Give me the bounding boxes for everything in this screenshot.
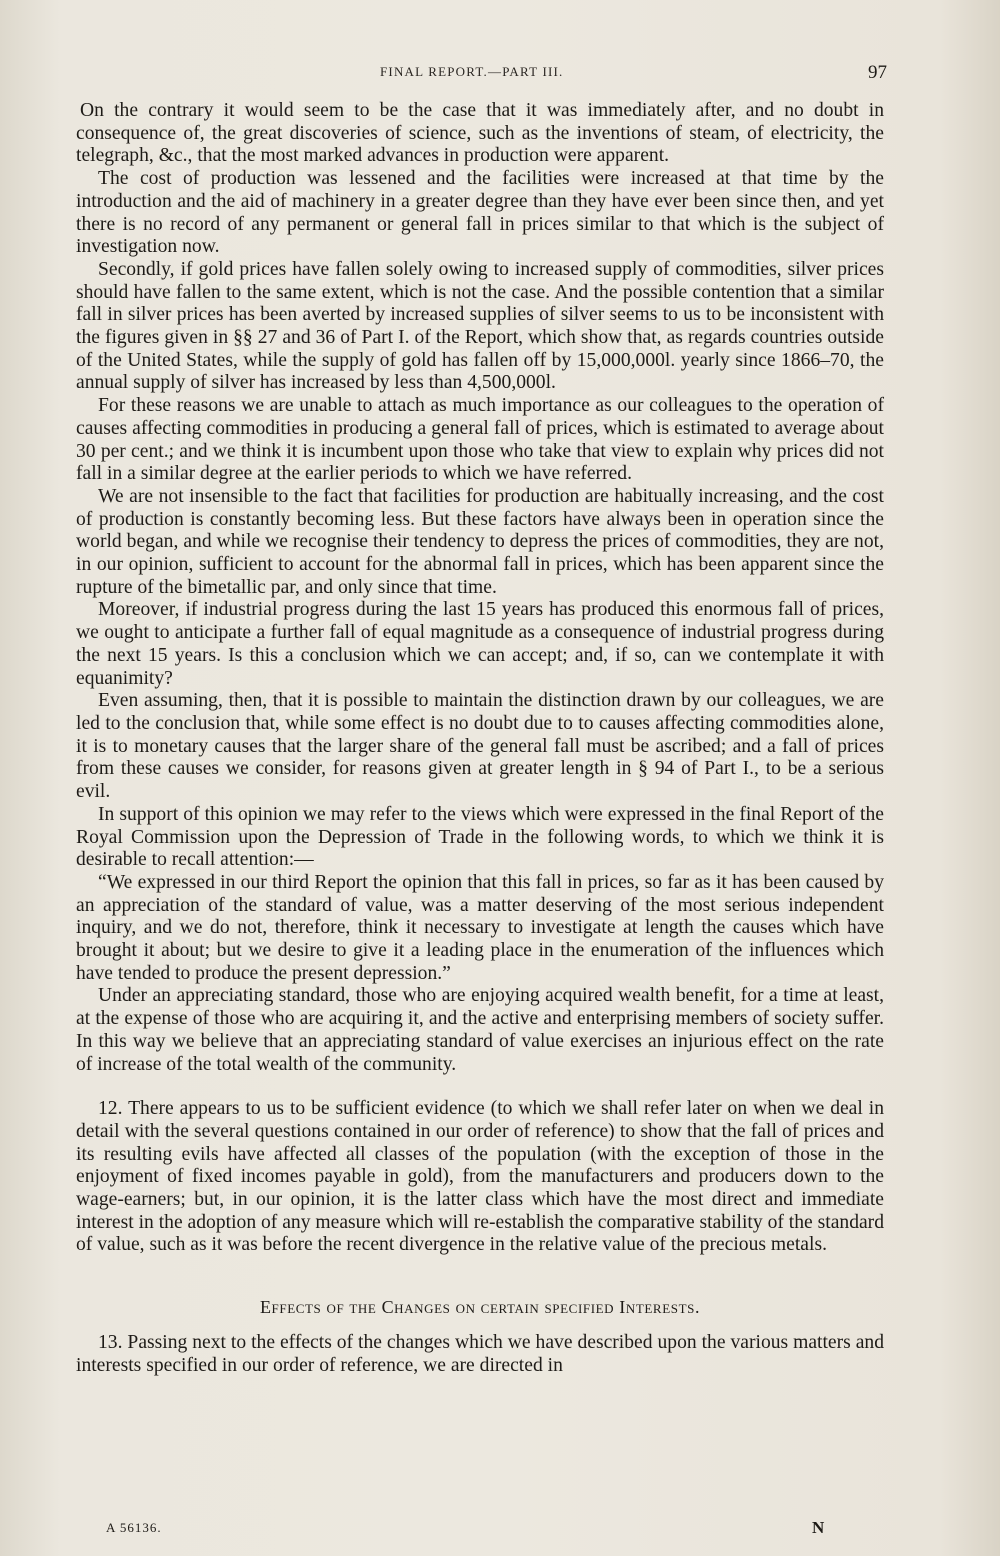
paragraph: On the contrary it would seem to be the case that it was immediately after, and no doubt in consequence of, the great discoveries of science, such as the inventions of steam, of electricity, the telegraph, &c., that the most marked advances in production were apparent. xyxy=(76,100,884,167)
paragraph: Even assuming, then, that it is possible to maintain the distinction drawn by our colleagues, we are led to the conclusion that, while some effect is no doubt due to to causes affecting commodities alone, it is to monetary causes that the larger share of the general fall must be ascribed; and a fall of prices from these causes we consider, for reasons given at greater length in § 94 of Part I., to be a serious evil. xyxy=(76,690,884,803)
signature-letter: N xyxy=(812,1518,825,1537)
paragraph: We are not insensible to the fact that facilities for production are habitually increasing, and the cost of production is constantly becoming less. But these factors have always been in operation since the world began, and while we recognise their tendency to depress the prices of commodities, they are not, in our opinion, sufficient to account for the abnormal fall in prices, which has been apparent since the rupture of the bimetallic par, and only since that time. xyxy=(76,485,884,598)
paragraph: The cost of production was lessened and the facilities were increased at that time by the introduction and the aid of machinery in a greater degree than they have ever been since then, and yet there is no record of any permanent or general fall in prices similar to that which is the subject of investigation now. xyxy=(76,168,884,258)
paragraph: In support of this opinion we may refer to the views which were expressed in the final Report of the Royal Commission upon the Depression of Trade in the following words, to which we think it is desirable to recall attention:— xyxy=(76,803,884,871)
signature-mark: A 56136. xyxy=(106,1520,162,1535)
paragraph: For these reasons we are unable to attach as much importance as our colleagues to the operation of causes affecting commodities in producing a general fall of prices, which is estimated to average about 30 per cent.; and we think it is incumbent upon those who take that view to explain why prices did not fall in a similar degree at the earlier periods to which we have referred. xyxy=(76,395,884,485)
paragraph: Secondly, if gold prices have fallen solely owing to increased supply of commodities, silver prices should have fallen to the same extent, which is not the case. And the possible contention that a similar fall in silver prices has been averted by increased supplies of silver seems to us to be inconsistent with the figures given in §§ 27 and 36 of Part I. of the Report, which show that, as regards countries outside of the United States, while the supply of gold has fallen off by 15,000,000l. yearly since 1866–70, the annual supply of silver has increased by less than 4,500,000l. xyxy=(76,258,884,394)
page-number: 97 xyxy=(868,62,887,83)
running-head: FINAL REPORT.—PART III. xyxy=(380,64,564,79)
numbered-paragraph-13: 13. Passing next to the effects of the changes which we have described upon the various matters and interests specified in our order of reference, we are directed in xyxy=(76,1332,884,1376)
block-quote: “We expressed in our third Report the opinion that this fall in prices, so far as it has been caused by an appreciation of the standard of value, was a matter deserving of the most serious independent inquiry, and we do not, therefore, think it necessary to investigate at length the causes which have brought it about; but we desire to give it a leading place in the enumeration of the influences which have tended to produce the present depression.” xyxy=(76,871,884,984)
numbered-paragraph-12: 12. There appears to us to be sufficient evidence (to which we shall refer later on when we deal in detail with the several questions contained in our order of reference) to show that the fall of prices and its resulting evils have affected all classes of the population (with the exception of those in the enjoyment of fixed incomes payable in gold), from the manufacturers and producers down to the wage-earners; but, in our opinion, it is the latter class which have the most direct and immediate interest in the adoption of any measure which will re-establish the comparative stability of the standard of value, such as it was before the recent divergence in the relative value of the precious metals. xyxy=(76,1098,885,1256)
body-text xyxy=(76,100,884,1378)
page-header xyxy=(0,62,1000,86)
section-heading: Effects of the Changes on certain specified Interests. xyxy=(259,1297,701,1318)
paragraph: Moreover, if industrial progress during the last 15 years has produced this enormous fall of prices, we ought to anticipate a further fall of equal magnitude as a consequence of industrial progress during the next 15 years. Is this a conclusion which we can accept; and, if so, can we contemplate it with equanimity? xyxy=(76,599,884,689)
show-through-text xyxy=(905,108,995,121)
page-footer xyxy=(0,1520,1000,1540)
paragraph: Under an appreciating standard, those who are enjoying acquired wealth benefit, for a time at least, at the expense of those who are acquiring it, and the active and enterprising members of society suffer. In this way we believe that an appreciating standard of value exercises an injurious effect on the rate of increase of the total wealth of the community. xyxy=(76,985,884,1075)
